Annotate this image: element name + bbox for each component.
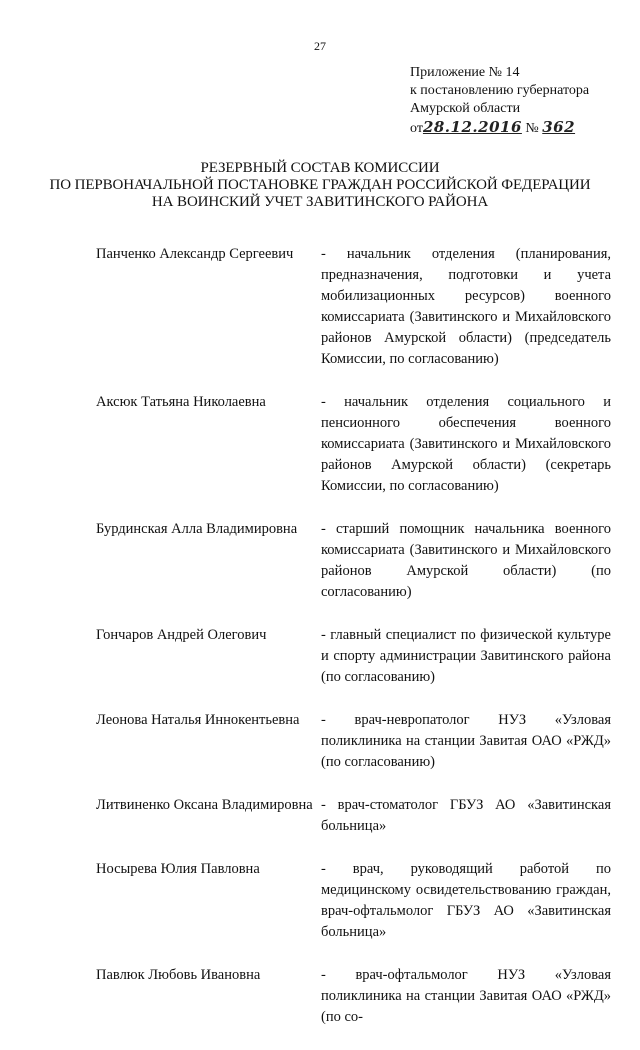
member-row <box>96 859 611 943</box>
member-row <box>96 392 611 497</box>
appendix-block <box>410 64 630 138</box>
appendix-date-line <box>410 118 630 138</box>
appendix-title: Приложение № 14 <box>410 65 520 80</box>
page-number: 27 <box>314 39 326 53</box>
appendix-number-prefix: № <box>525 121 539 136</box>
handwritten-number: 362 <box>542 118 576 136</box>
member-role: - врач-стоматолог ГБУЗ АО «Завитинская больница» <box>321 797 611 834</box>
member-name: Павлюк Любовь Ивановна <box>96 967 261 983</box>
member-name: Литвиненко Оксана Владимировна <box>96 797 313 813</box>
document-heading <box>0 160 640 211</box>
member-name: Панченко Александр Сергеевич <box>96 246 294 262</box>
member-name: Аксюк Татьяна Николаевна <box>96 394 266 410</box>
member-row <box>96 965 611 1028</box>
member-role: - врач, руководящий работой по медицинскому освидетельствованию граждан, врач-офтальмолог ГБУЗ АО «Завитинская больница» <box>321 861 611 940</box>
member-role: - врач-невропатолог НУЗ «Узловая поликлиника на станции Завитая ОАО «РЖД» (по согласованию) <box>321 712 611 770</box>
heading-line-3: НА ВОИНСКИЙ УЧЕТ ЗАВИТИНСКОГО РАЙОНА <box>151 194 489 210</box>
appendix-reference: к постановлению губернатора <box>410 83 590 98</box>
member-name: Бурдинская Алла Владимировна <box>96 521 298 537</box>
appendix-region: Амурской области <box>410 101 521 116</box>
member-role: - начальник отделения (планирования, предназначения, подготовки и учета мобилизационных ресурсов) военного комиссариата (Завитинского и Михайловского районов Амурской области) (председатель Комиссии, по согласованию) <box>321 246 611 367</box>
member-name: Носырева Юлия Павловна <box>96 861 260 877</box>
member-role: - врач-офтальмолог НУЗ «Узловая поликлиника на станции Завитая ОАО «РЖД» (по со- <box>321 967 611 1025</box>
heading-line-1: РЕЗЕРВНЫЙ СОСТАВ КОМИССИИ <box>200 160 440 176</box>
members-list <box>96 244 611 1050</box>
member-role: - старший помощник начальника военного комиссариата (Завитинского и Михайловского районов Амурской области) (по согласованию) <box>321 521 611 600</box>
handwritten-date: 28.12.2016 <box>422 118 522 136</box>
member-role: - начальник отделения социального и пенсионного обеспечения военного комиссариата (Завитинского и Михайловского районов Амурской области) (секретарь Комиссии, по согласованию) <box>321 394 611 494</box>
member-row <box>96 519 611 603</box>
member-name: Леонова Наталья Иннокентьевна <box>96 712 300 728</box>
appendix-from-prefix: от <box>410 121 423 136</box>
member-row <box>96 795 611 837</box>
member-row <box>96 244 611 370</box>
member-row <box>96 625 611 688</box>
member-row <box>96 710 611 773</box>
member-role: - главный специалист по физической культуре и спорту администрации Завитинского района (по согласованию) <box>321 627 611 685</box>
heading-line-2: ПО ПЕРВОНАЧАЛЬНОЙ ПОСТАНОВКЕ ГРАЖДАН РОССИЙСКОЙ ФЕДЕРАЦИИ <box>49 177 591 193</box>
member-name: Гончаров Андрей Олегович <box>96 627 267 643</box>
